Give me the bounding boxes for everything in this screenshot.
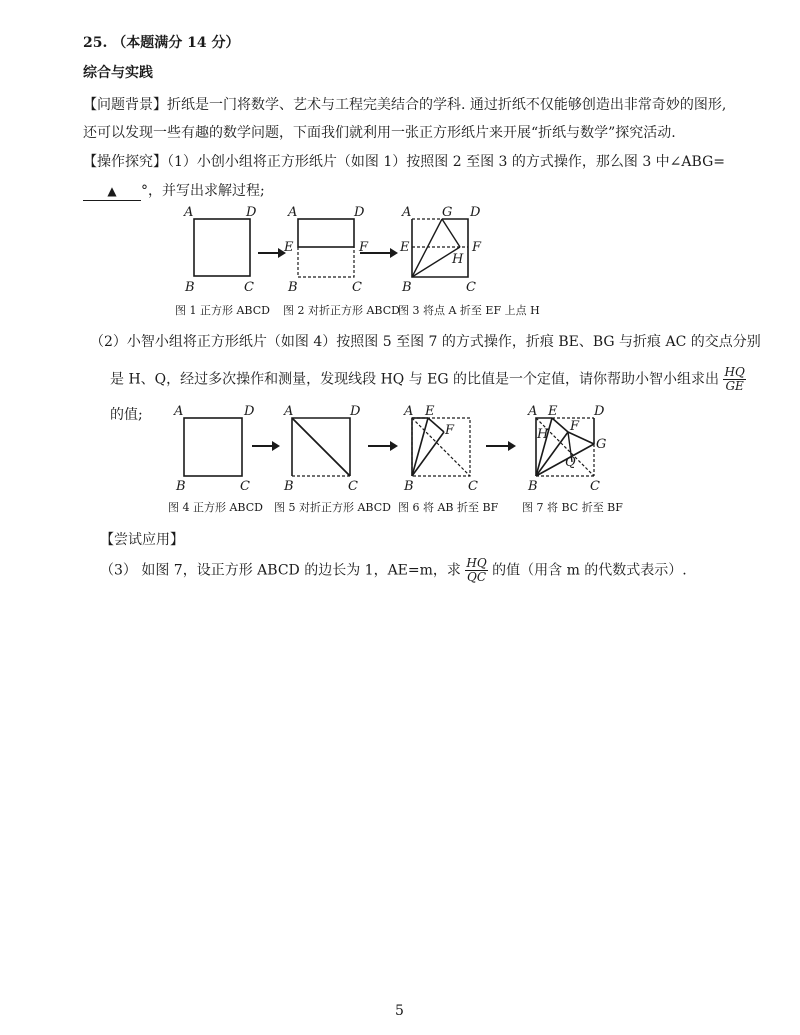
fig2-label-C: C bbox=[352, 280, 362, 295]
fig1-label-D: D bbox=[246, 205, 257, 220]
part2-line-2-text: 是 H、Q，经过多次操作和测量，发现线段 HQ 与 EG 的比值是一个定值，请你帮助小智小组求出 bbox=[110, 371, 720, 388]
arrow-4-icon bbox=[368, 441, 398, 451]
fig7-caption: 图 7 将 BC 折至 BF bbox=[522, 501, 623, 514]
fig1-caption: 图 1 正方形 ABCD bbox=[175, 304, 270, 317]
part1-line-2-tail: °，并写出求解过程; bbox=[141, 183, 265, 199]
fig3-label-B: B bbox=[402, 280, 412, 295]
fig6-label-C: C bbox=[468, 479, 478, 494]
fig3-caption: 图 3 将点 A 折至 EF 上点 H bbox=[398, 304, 540, 317]
fig7-label-D: D bbox=[594, 404, 605, 419]
fraction-denominator: QC bbox=[467, 570, 487, 584]
part3-suffix: 的值（用含 m 的代数式表示）. bbox=[492, 562, 687, 579]
fig7-label-Q: Q bbox=[565, 455, 576, 470]
fraction-numerator: HQ bbox=[724, 365, 745, 379]
fig1-label-B: B bbox=[185, 280, 195, 295]
arrow-3-icon bbox=[252, 441, 280, 451]
fig4-label-B: B bbox=[176, 479, 186, 494]
fig5-label-B: B bbox=[284, 479, 294, 494]
fig6-caption: 图 6 将 AB 折至 BF bbox=[398, 501, 499, 514]
fig2-label-E: E bbox=[284, 240, 294, 255]
hq-over-qc-fraction bbox=[465, 557, 487, 584]
fig5-caption: 图 5 对折正方形 ABCD bbox=[274, 501, 391, 514]
fig3-label-H: H bbox=[452, 252, 464, 267]
fig7-label-E: E bbox=[548, 404, 558, 419]
hq-over-ge-fraction bbox=[723, 366, 745, 393]
background-line-2: 还可以发现一些有趣的数学问题，下面我们就利用一张正方形纸片来开展“折纸与数学”探究活动. bbox=[83, 125, 676, 141]
fig7-label-H: H bbox=[537, 427, 549, 442]
fig7-label-B: B bbox=[528, 479, 538, 494]
fig3-label-F: F bbox=[472, 240, 482, 255]
fig1-label-A: A bbox=[184, 205, 194, 220]
question-title: 25. （本题满分 14 分） bbox=[83, 35, 240, 51]
figure-1-square bbox=[183, 205, 257, 295]
fraction-denominator: GE bbox=[725, 379, 744, 393]
fig4-caption: 图 4 正方形 ABCD bbox=[168, 501, 263, 514]
answer-blank bbox=[83, 182, 141, 201]
fig6-label-B: B bbox=[404, 479, 414, 494]
fig7-label-A: A bbox=[528, 404, 538, 419]
triangle-marker-icon: ▲ bbox=[107, 184, 117, 198]
fig2-caption: 图 2 对折正方形 ABCD bbox=[283, 304, 400, 317]
part1-line-2 bbox=[83, 182, 265, 201]
fig3-label-C: C bbox=[466, 280, 476, 295]
figure-7-fold-BC bbox=[527, 404, 606, 494]
part3-line bbox=[100, 557, 687, 584]
fig2-label-B: B bbox=[288, 280, 298, 295]
part3-prefix: （3） 如图 7，设正方形 ABCD 的边长为 1，AE=m，求 bbox=[100, 562, 461, 579]
figures-row-1 bbox=[180, 203, 560, 303]
fig5-label-D: D bbox=[350, 404, 361, 419]
apply-heading: 【尝试应用】 bbox=[100, 532, 184, 548]
fig3-label-E: E bbox=[400, 240, 410, 255]
fig1-label-C: C bbox=[244, 280, 254, 295]
figure-3-fold-to-H bbox=[399, 205, 482, 295]
background-line-1: 【问题背景】折纸是一门将数学、艺术与工程完美结合的学科. 通过折纸不仅能够创造出非常奇妙的图形, bbox=[83, 97, 727, 113]
fig2-label-A: A bbox=[288, 205, 298, 220]
fig7-label-C: C bbox=[590, 479, 600, 494]
part2-line-1: （2）小智小组将正方形纸片（如图 4）按照图 5 至图 7 的方式操作，折痕 BE、BG 与折痕 AC 的交点分别 bbox=[90, 334, 761, 350]
figure-2-folded bbox=[283, 205, 369, 295]
fig4-label-C: C bbox=[240, 479, 250, 494]
section-heading: 综合与实践 bbox=[83, 65, 153, 81]
fig3-label-G: G bbox=[442, 205, 453, 220]
fig6-label-F: F bbox=[445, 423, 455, 438]
fig5-label-C: C bbox=[348, 479, 358, 494]
part1-line-1: 【操作探究】（1）小创小组将正方形纸片（如图 1）按照图 2 至图 3 的方式操作，那么图 3 中∠ABG= bbox=[83, 154, 725, 170]
fig3-label-D: D bbox=[470, 205, 481, 220]
fig7-label-G: G bbox=[596, 437, 607, 452]
fig4-label-D: D bbox=[244, 404, 255, 419]
fig7-label-F: F bbox=[570, 419, 580, 434]
fig5-label-A: A bbox=[284, 404, 294, 419]
fig6-label-E: E bbox=[425, 404, 435, 419]
fig4-label-A: A bbox=[174, 404, 184, 419]
part2-line-3: 的值; bbox=[110, 407, 143, 423]
fig2-label-D: D bbox=[354, 205, 365, 220]
page-number: 5 bbox=[395, 1003, 404, 1019]
arrow-5-icon bbox=[486, 441, 516, 451]
figure-4-square bbox=[173, 404, 255, 494]
figure-6-fold-AB bbox=[403, 404, 478, 494]
figures-row-2 bbox=[172, 400, 622, 500]
fraction-numerator: HQ bbox=[466, 556, 487, 570]
fig6-label-A: A bbox=[404, 404, 414, 419]
fig2-label-F: F bbox=[359, 240, 369, 255]
fig3-label-A: A bbox=[402, 205, 412, 220]
figure-5-diagonal-fold bbox=[283, 404, 361, 494]
part2-line-2 bbox=[110, 366, 746, 393]
arrow-1-icon bbox=[258, 248, 286, 258]
